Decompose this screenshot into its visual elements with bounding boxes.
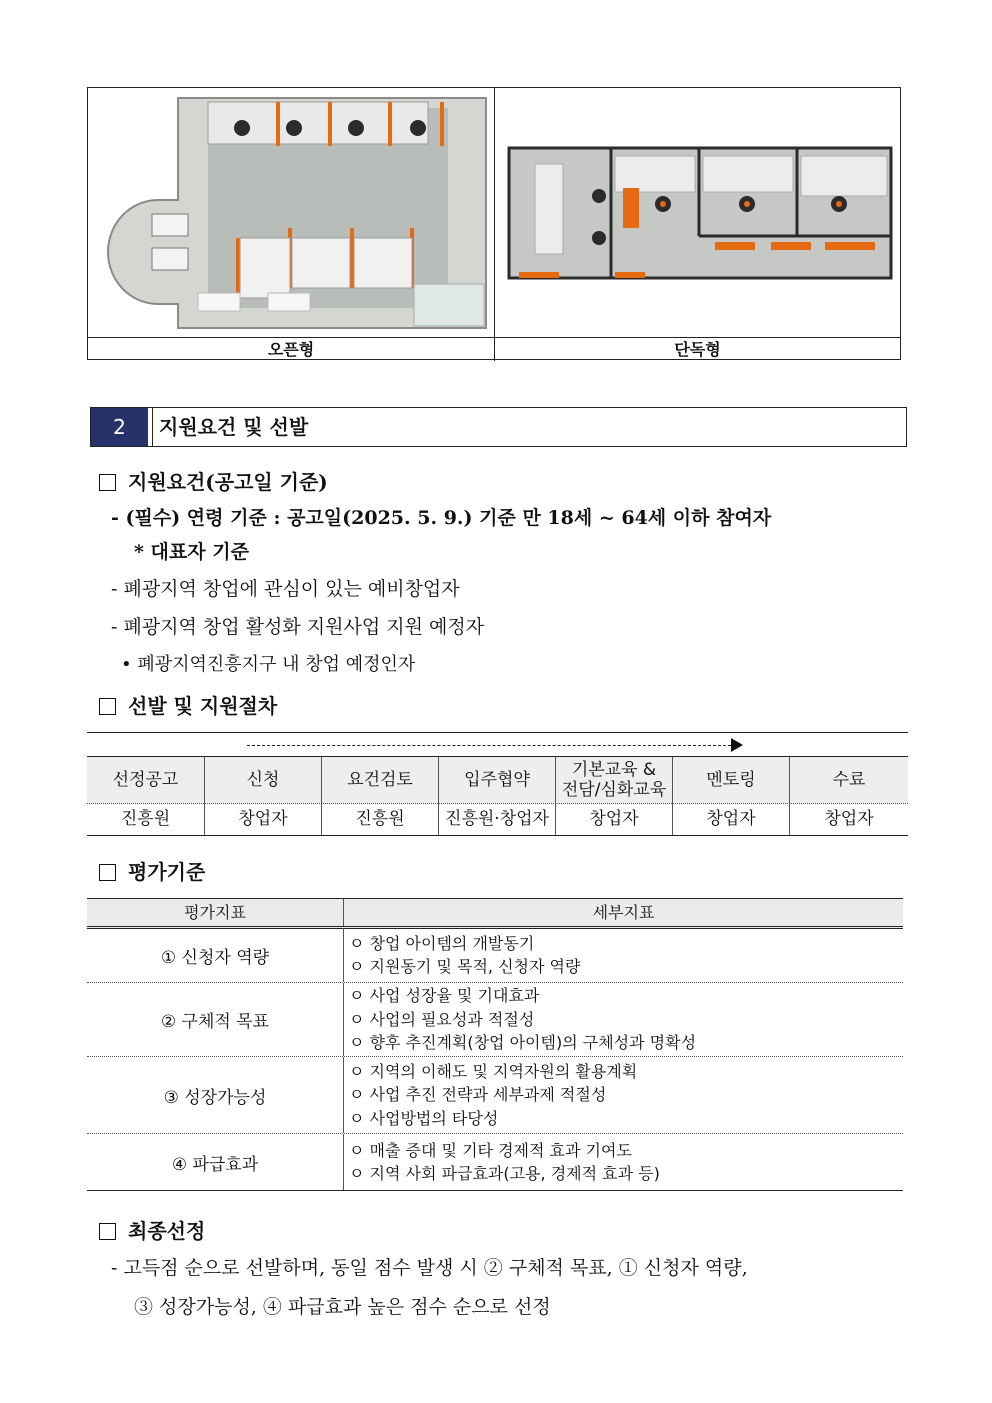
indicator-cell: ④ 파급효과 — [87, 1134, 344, 1190]
indicator-cell: ① 신청자 역량 — [87, 928, 344, 982]
details-cell — [349, 928, 899, 982]
eligibility-representative-note: * 대표자 기준 — [134, 541, 249, 563]
detail-item: ㅇ 사업의 필요성과 적절성 — [349, 1009, 535, 1029]
floor-plan-caption-row — [88, 337, 900, 361]
detail-item: ㅇ 사업 성장율 및 기대효과 — [349, 986, 540, 1006]
final-selection-line-1: - 고득점 순으로 선발하며, 동일 점수 발생 시 ② 구체적 목표, ① 신청자 역량, — [111, 1257, 748, 1279]
table-row — [87, 928, 903, 983]
procedure-actors-row — [87, 803, 908, 836]
step-cell: 신청 — [205, 757, 322, 803]
detail-item: ㅇ 향후 추진계획(창업 아이템)의 구체성과 명확성 — [349, 1033, 697, 1053]
detail-item: ㅇ 사업방법의 타당성 — [349, 1108, 499, 1128]
details-cell — [349, 1057, 899, 1133]
procedure-steps-row — [87, 756, 908, 804]
final-selection-heading: 최종선정 — [99, 1215, 205, 1244]
details-cell — [349, 1134, 899, 1190]
checkbox-square-icon — [99, 474, 116, 491]
indicator-cell: ② 구체적 목표 — [87, 983, 344, 1056]
step-cell: 멘토링 — [673, 757, 790, 803]
table-row — [87, 1057, 903, 1134]
eligibility-age-requirement: - (필수) 연령 기준 : 공고일(2025. 5. 9.) 기준 만 18세 ~ 64세 이하 참여자 — [111, 507, 772, 529]
table-row — [87, 983, 903, 1057]
column-header: 세부지표 — [592, 903, 655, 922]
evaluation-heading: 평가기준 — [99, 856, 205, 885]
details-cell — [349, 983, 899, 1056]
column-header: 평가지표 — [87, 899, 344, 926]
procedure-flow-row — [87, 732, 908, 756]
section-header — [90, 407, 907, 447]
flow-arrow-icon — [731, 738, 743, 752]
step-cell: 기본교육 & 전담/심화교육 — [556, 757, 673, 803]
section-header-divider — [148, 408, 153, 446]
table-row — [87, 1134, 903, 1191]
flow-dashed-line — [247, 745, 731, 746]
final-selection-line-2: ③ 성장가능성, ④ 파급효과 높은 점수 순으로 선정 — [134, 1296, 551, 1318]
single-type-image — [495, 88, 900, 337]
eligibility-heading: 지원요건(공고일 기준) — [99, 466, 328, 495]
detail-item: ㅇ 지역 사회 파급효과(고용, 경제적 효과 등) — [349, 1164, 660, 1183]
single-type-label: 단독형 — [674, 340, 721, 359]
step-cell: 입주협약 — [439, 757, 556, 803]
detail-item: ㅇ 사업 추진 전략과 세부과제 적절성 — [349, 1085, 607, 1105]
open-type-floorplan-illustration — [88, 88, 494, 337]
eligibility-item-zone-founder: • 폐광지역진흥지구 내 창업 예정인자 — [121, 654, 416, 675]
section-number: 2 — [91, 408, 148, 446]
actor-cell: 진흥원 — [87, 803, 205, 835]
eligibility-item-support-planned: - 폐광지역 창업 활성화 지원사업 지원 예정자 — [111, 616, 485, 638]
open-type-label: 오픈형 — [88, 338, 495, 361]
detail-item: ㅇ 지역의 이해도 및 지역자원의 활용계획 — [349, 1061, 638, 1081]
procedure-heading: 선발 및 지원절차 — [99, 690, 277, 719]
detail-item: ㅇ 매출 증대 및 기타 경제적 효과 기여도 — [349, 1140, 632, 1160]
section-title: 지원요건 및 선발 — [159, 415, 309, 439]
actor-cell: 창업자 — [673, 803, 790, 835]
floor-plan-table — [87, 87, 901, 360]
eligibility-item-prospective-founder: - 폐광지역 창업에 관심이 있는 예비창업자 — [111, 578, 460, 600]
actor-cell: 진흥원 — [322, 803, 439, 835]
step-cell: 수료 — [832, 770, 866, 790]
detail-item: ㅇ 지원동기 및 목적, 신청자 역량 — [349, 957, 581, 976]
detail-item: ㅇ 창업 아이템의 개발동기 — [349, 933, 535, 953]
step-cell: 요건검토 — [322, 757, 439, 803]
single-type-floorplan-illustration — [495, 88, 900, 337]
actor-cell: 진흥원·창업자 — [439, 803, 556, 835]
indicator-cell: ③ 성장가능성 — [87, 1057, 344, 1133]
checkbox-square-icon — [99, 698, 116, 715]
actor-cell: 창업자 — [824, 809, 874, 829]
step-cell: 선정공고 — [87, 757, 205, 803]
actor-cell: 창업자 — [205, 803, 322, 835]
checkbox-square-icon — [99, 1223, 116, 1240]
actor-cell: 창업자 — [556, 803, 673, 835]
evaluation-header-row — [87, 898, 903, 929]
checkbox-square-icon — [99, 864, 116, 881]
open-type-image — [88, 88, 495, 337]
